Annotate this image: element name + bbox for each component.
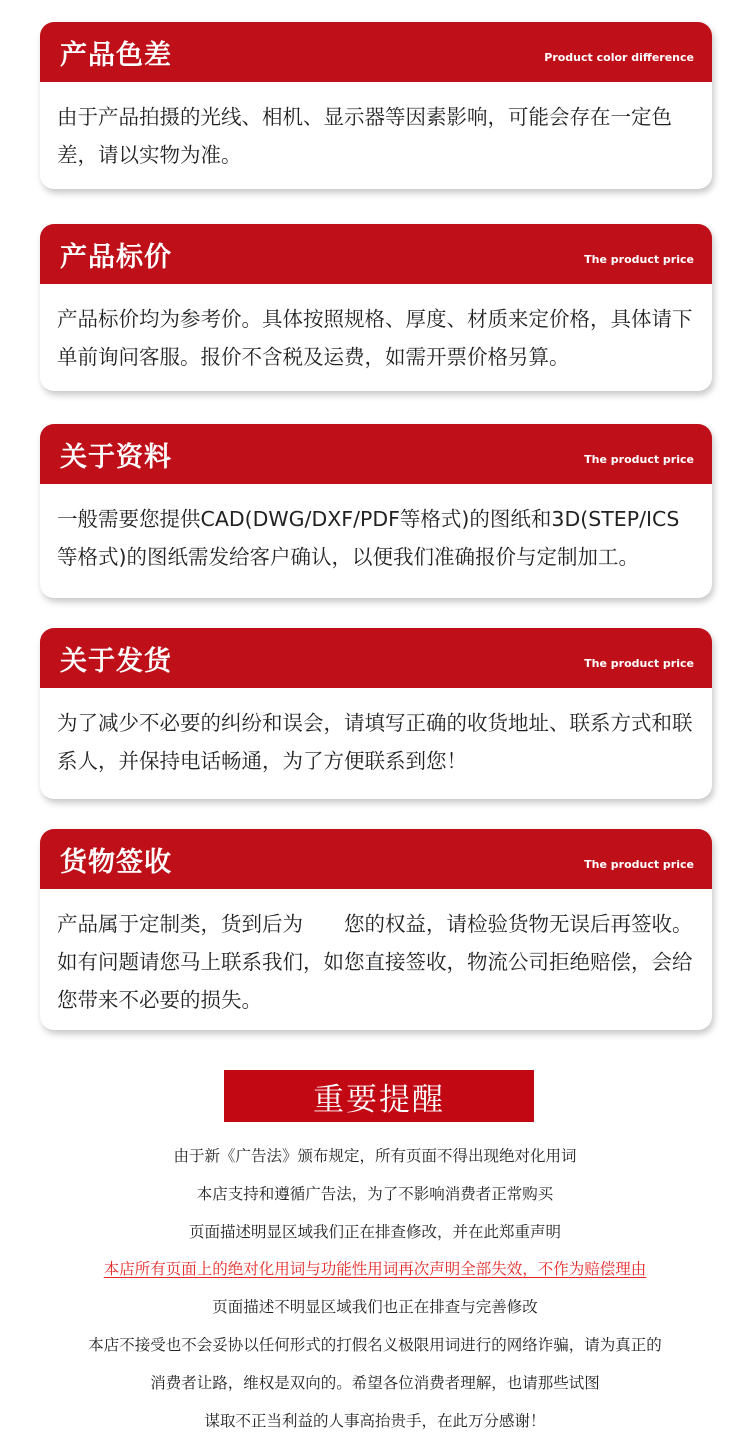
notice-line: 消费者让路，维权是双向的。希望各位消费者理解，也请那些试图 (150, 1373, 600, 1392)
section-body: 由于产品拍摄的光线、相机、显示器等因素影响，可能会存在一定色差，请以实物为准。 (57, 105, 672, 167)
section-title: 产品标价 (60, 241, 172, 273)
section-header (40, 424, 712, 484)
notice-line: 页面描述不明显区域我们也正在排查与完善修改 (212, 1298, 538, 1317)
section-title: 关于资料 (60, 441, 172, 473)
section-about-documents (40, 424, 712, 598)
important-notice-title: 重要提醒 (224, 1070, 534, 1122)
notice-line-highlight: 本店所有页面上的绝对化用词与功能性用词再次声明全部失效，不作为赔偿理由 (103, 1260, 647, 1279)
section-subtitle: Product color difference (544, 50, 694, 64)
notice-line: 谋取不正当利益的人事高抬贵手，在此万分感谢！ (204, 1411, 546, 1430)
section-color-difference (40, 22, 712, 189)
section-subtitle: The product price (584, 857, 694, 871)
section-product-price (40, 224, 712, 391)
section-body: 为了减少不必要的纠纷和误会，请填写正确的收货地址、联系方式和联系人，并保持电话畅通，为了方便联系到您！ (57, 711, 693, 773)
section-title: 关于发货 (60, 645, 172, 677)
section-goods-receipt (40, 829, 712, 1030)
notice-line: 页面描述明显区域我们正在排查修改，并在此郑重声明 (188, 1222, 561, 1241)
notice-line: 由于新《广告法》颁布规定，所有页面不得出现绝对化用词 (173, 1147, 577, 1165)
section-title: 产品色差 (60, 39, 172, 71)
section-subtitle: The product price (584, 656, 694, 670)
section-header (40, 628, 712, 688)
notice-line: 本店支持和遵循广告法，为了不影响消费者正常购买 (196, 1184, 554, 1203)
section-subtitle: The product price (584, 252, 694, 266)
section-title: 货物签收 (60, 846, 172, 878)
section-header (40, 22, 712, 82)
section-body: 产品属于定制类，货到后为 您的权益，请检验货物无误后再签收。如有问题请您马上联系我们，如您直接签收，物流公司拒绝赔偿，会给您带来不必要的损失。 (57, 912, 693, 1012)
section-header (40, 829, 712, 889)
section-body: 一般需要您提供CAD(DWG/DXF/PDF等格式)的图纸和3D(STEP/ICS等格式)的图纸需发给客户确认，以便我们准确报价与定制加工。 (57, 507, 680, 569)
notice-line: 本店不接受也不会妥协以任何形式的打假名义极限用词进行的网络诈骗，请为真正的 (88, 1335, 662, 1354)
section-header (40, 224, 712, 284)
section-body: 产品标价均为参考价。具体按照规格、厚度、材质来定价格，具体请下单前询问客服。报价不含税及运费，如需开票价格另算。 (57, 307, 693, 369)
section-about-shipping (40, 628, 712, 799)
notice-lines (0, 1138, 750, 1440)
section-subtitle: The product price (584, 452, 694, 466)
